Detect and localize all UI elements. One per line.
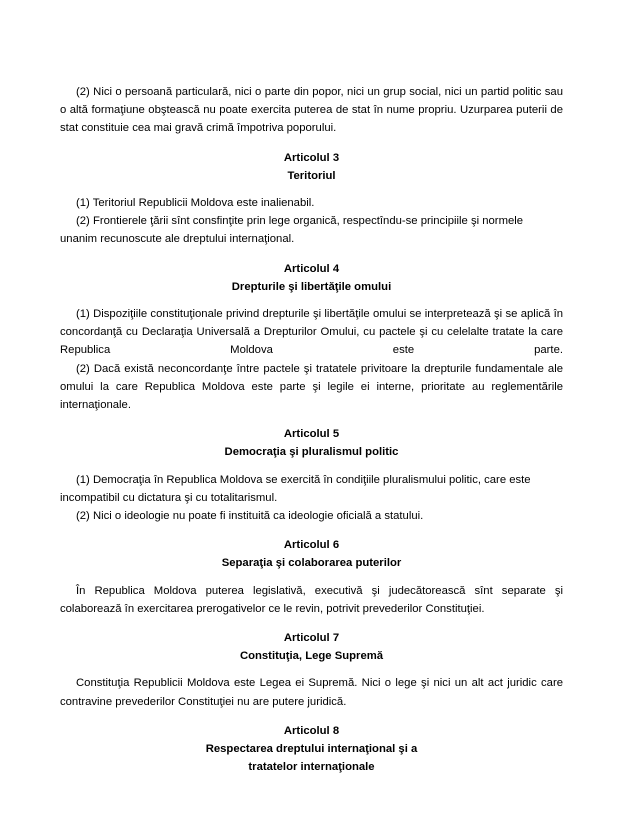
article-7-number: Articolul 7 [283,632,340,645]
article-3-heading-block [60,149,563,185]
article-6-heading-block [60,536,563,572]
article-8-title-line-2: tratatelor internaţionale [248,761,375,774]
article-5-number: Articolul 5 [283,428,340,441]
article-7-paragraph-1: Constituţia Republicii Moldova este Legea ei Supremă. Nici o lege şi nici un alt act juridic care contravine prevederilor Constituţiei nu are putere juridică. [60,677,563,708]
article-6-number: Articolul 6 [283,539,340,552]
article-5-title: Democraţia şi pluralismul politic [224,446,399,459]
article-5-paragraph-1: (1) Democraţia în Republica Moldova se exercită în condiţiile pluralismului politic, care este incompatibil cu dictatura şi cu totalitarismul. [60,473,531,504]
article-8-title-line-1: Respectarea dreptului internaţional şi a [205,743,418,756]
article-3-number: Articolul 3 [283,151,340,164]
article-3-paragraph-2: (2) Frontierele ţării sînt consfinţite prin lege organică, respectîndu-se principiile şi normele unanim recunoscute ale dreptului internaţional. [60,215,524,246]
article-8-number: Articolul 8 [283,724,340,737]
article-8-heading-block [60,722,563,777]
article-5-heading-block [60,425,563,461]
article-4-paragraph-2: (2) Dacă există neconcordanţe între pactele şi tratatele privitoare la drepturile fundamentale ale omului la care Republica Moldova este parte şi legile ei interne, prioritate au reglementările internaţionale. [60,362,563,412]
article-4-title: Drepturile şi libertăţile omului [231,280,392,293]
article-4-heading-block [60,260,563,296]
article-3-paragraph-1: (1) Teritoriul Republicii Moldova este inalienabil. [76,197,315,210]
article-4-paragraph-1: (1) Dispoziţiile constituţionale privind drepturile şi libertăţile omului se interpretează şi se aplică în concordanţă cu Declaraţia Universală a Drepturilor Omului, cu pactele şi cu celelalte tratate la care Republica Moldova este parte. [60,308,563,357]
article-6-paragraph-1: În Republica Moldova puterea legislativă, executivă şi judecătorească sînt separate şi colaborează în exercitarea prerogativelor ce le revin, potrivit prevederilor Constituţiei. [60,584,563,615]
document-page [60,83,563,786]
article-7-title: Constituţia, Lege Supremă [239,650,384,663]
article-5-paragraph-2: (2) Nici o ideologie nu poate fi instituită ca ideologie oficială a statului. [76,510,424,523]
article-6-title: Separaţia şi colaborarea puterilor [221,557,402,570]
intro-paragraph: (2) Nici o persoană particulară, nici o parte din popor, nici un grup social, nici un partid politic sau o altă formaţiune obştească nu poate exercita puterea de stat în nume propriu. Uzurparea puterii de stat constituie cea mai gravă crimă împotriva poporului. [60,86,563,135]
article-4-number: Articolul 4 [283,262,340,275]
article-7-heading-block [60,629,563,665]
article-3-title: Teritoriul [287,169,336,182]
